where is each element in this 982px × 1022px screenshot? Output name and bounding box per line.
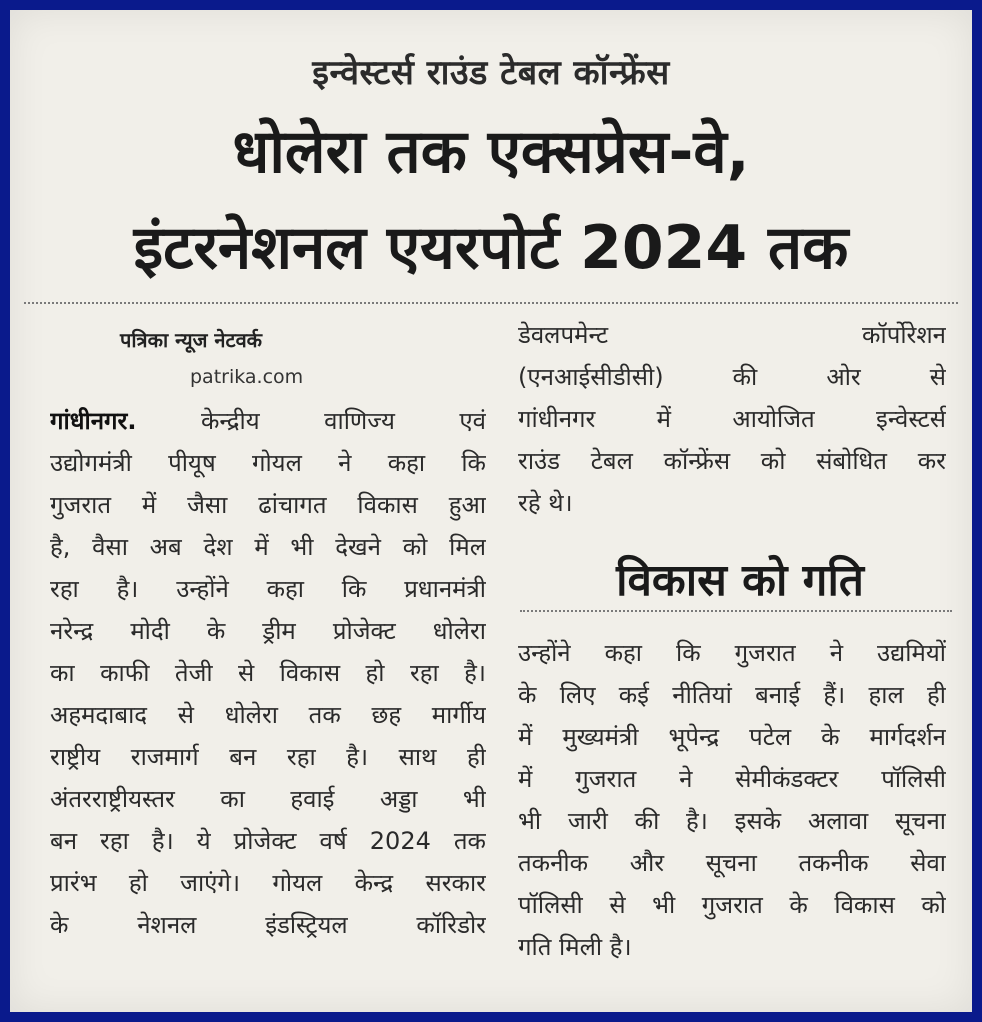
dateline: गांधीनगर. bbox=[50, 407, 137, 435]
subhead: विकास को गति bbox=[616, 555, 864, 606]
left-line bbox=[50, 400, 486, 442]
left-line: का काफी तेजी से विकास हो रहा है। bbox=[50, 659, 486, 687]
left-line: राष्ट्रीय राजमार्ग बन रहा है। साथ ही bbox=[50, 743, 486, 771]
byline: पत्रिका न्यूज नेटवर्क bbox=[120, 328, 263, 352]
left-column bbox=[50, 400, 486, 946]
left-line: प्रारंभ हो जाएंगे। गोयल केन्द्र सरकार bbox=[50, 869, 486, 897]
left-line: के नेशनल इंडस्ट्रियल कॉरिडोर bbox=[50, 911, 486, 939]
headline-line-1: धोलेरा तक एक्सप्रेस-वे, bbox=[232, 117, 750, 187]
right-line: में गुजरात ने सेमीकंडक्टर पॉलिसी bbox=[518, 765, 946, 793]
left-line: उद्योगमंत्री पीयूष गोयल ने कहा कि bbox=[50, 449, 486, 477]
left-line: गुजरात में जैसा ढांचागत विकास हुआ bbox=[50, 491, 486, 519]
headline-line-2: इंटरनेशनल एयरपोर्ट 2024 तक bbox=[133, 213, 849, 283]
right-line: डेवलपमेन्ट कॉर्पोरेशन bbox=[518, 321, 946, 349]
header-divider bbox=[24, 302, 958, 304]
right-line: भी जारी की है। इसके अलावा सूचना bbox=[518, 807, 946, 835]
right-line: तकनीक और सूचना तकनीक सेवा bbox=[518, 849, 946, 877]
left-line: नरेन्द्र मोदी के ड्रीम प्रोजेक्ट धोलेरा bbox=[50, 617, 486, 645]
right-line: गांधीनगर में आयोजित इन्वेस्टर्स bbox=[518, 405, 946, 433]
right-line: के लिए कई नीतियां बनाई हैं। हाल ही bbox=[518, 681, 946, 709]
right-column-top bbox=[518, 314, 946, 524]
first-line-text: केन्द्रीय वाणिज्य एवं bbox=[136, 407, 486, 435]
left-line: है, वैसा अब देश में भी देखने को मिल bbox=[50, 533, 486, 561]
left-line: अंतरराष्ट्रीयस्तर का हवाई अड्डा भी bbox=[50, 785, 486, 813]
subhead-divider bbox=[520, 610, 952, 612]
website: patrika.com bbox=[190, 366, 304, 388]
right-line: राउंड टेबल कॉन्फ्रेंस को संबोधित कर bbox=[518, 447, 946, 475]
right-line: (एनआईसीडीसी) की ओर से bbox=[518, 363, 946, 391]
newspaper-clipping bbox=[10, 10, 972, 1012]
right-line: में मुख्यमंत्री भूपेन्द्र पटेल के मार्गदर्शन bbox=[518, 723, 946, 751]
right-column-bottom bbox=[518, 632, 946, 968]
left-line: बन रहा है। ये प्रोजेक्ट वर्ष 2024 तक bbox=[50, 827, 486, 855]
left-line: रहा है। उन्होंने कहा कि प्रधानमंत्री bbox=[50, 575, 486, 603]
right-line: रहे थे। bbox=[518, 489, 573, 517]
right-line: पॉलिसी से भी गुजरात के विकास को bbox=[518, 891, 946, 919]
right-line: उन्होंने कहा कि गुजरात ने उद्यमियों bbox=[518, 639, 946, 667]
kicker: इन्वेस्टर्स राउंड टेबल कॉन्फ्रेंस bbox=[312, 53, 670, 93]
left-line: अहमदाबाद से धोलेरा तक छह मार्गीय bbox=[50, 701, 486, 729]
right-line: गति मिली है। bbox=[518, 933, 632, 961]
